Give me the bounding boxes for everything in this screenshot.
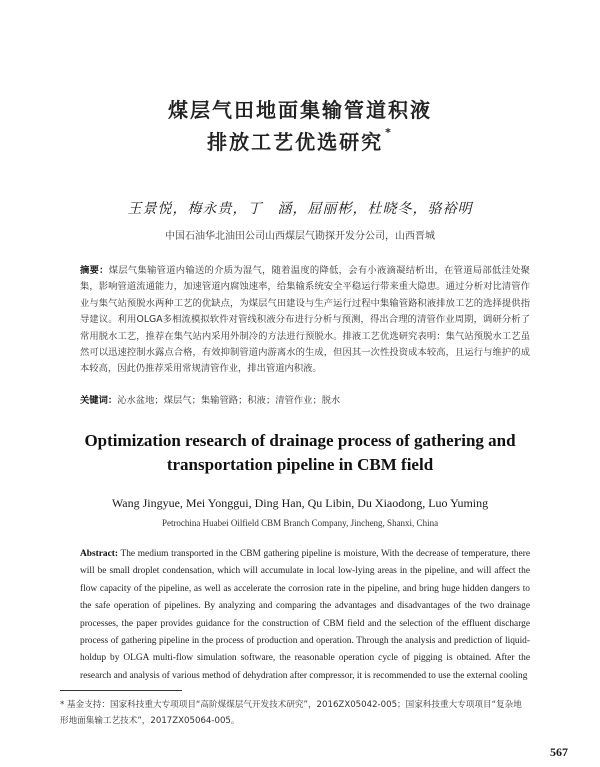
paper-title-en-line2: transportation pipeline in CBM field	[166, 455, 434, 474]
footnote: * 基金支持：国家科技重大专项项目“高阶煤煤层气开发技术研究”，2016ZX05042-005；国家科技重大专项项目“复杂地形地面集输工艺技术”，2017ZX05064-005。	[60, 700, 522, 726]
authors-en: Wang Jingyue, Mei Yonggui, Ding Han, Qu Libin, Du Xiaodong, Luo Yuming	[111, 496, 489, 510]
keywords-cn-label: 关键词：	[80, 395, 118, 406]
authors-cn: 王景悦，梅永贵，丁 涵，屈丽彬，杜晓冬，骆裕明	[127, 201, 473, 217]
keywords-cn	[80, 392, 530, 406]
abstract-cn	[80, 263, 530, 378]
affiliation-cn: 中国石油华北油田公司山西煤层气勘探开发分公司，山西晋城	[165, 231, 435, 242]
abstract-en-label: Abstract:	[80, 549, 119, 559]
abstract-en-text: The medium transported in the CBM gathering pipeline is moisture, With the decrease of temperature, there will be small droplet condensation, which will accumulate in local low-lying areas in the pipeline, and will affect the flow capacity of the pipeline, as well as accelerate the corrosion rate in the pipeline, and bring huge hidden dangers to the safe operation of pipelines. By analyzing and comparing the advantages and disadvantages of the two drainage processes, the paper provides guidance for the construction of CBM field and the selection of the effluent discharge process of gathering pipeline in the process of production and operation. Through the analysis and prediction of liquid-holdup by OLGA multi-flow simulation software, the reasonable operation cycle of pigging is obtained. After the research and analysis of various method of dehydration after compressor, it is recommended to use the external cooling	[80, 549, 530, 681]
keywords-cn-text: 沁水盆地；煤层气；集输管路；积液；清管作业；脱水	[117, 395, 341, 406]
abstract-cn-text: 煤层气集输管道内输送的介质为湿气，随着温度的降低，会有小液滴凝结析出，在管道局部低洼处聚集，影响管道流通能力，加速管道内腐蚀速率，给集输系统安全平稳运行带来重大隐患。通过分析对比清管作业与集气站预脱水两种工艺的优缺点，为煤层气田建设与生产运行过程中集输管路积液排放工艺的选择提供指导建议。利用OLGA多相流模拟软件对管线积液分布进行分析与预测，得出合理的清管作业周期，调研分析了常用脱水工艺，推荐在集气站内采用外制冷的方法进行预脱水。排液工艺优选研究表明：集气站预脱水工艺虽然可以迅速控制水露点合格，有效抑制管道内游离水的生成，但因其一次性投资成本较高，且运行与维护的成本较高，因此仍推荐采用常规清管作业，排出管道内积液。	[80, 265, 530, 375]
abstract-en	[80, 546, 530, 685]
paper-title-cn-line1: 煤层气田地面集输管道积液	[168, 98, 432, 122]
page-number: 567	[550, 745, 568, 759]
footnote-marker: *	[385, 126, 393, 139]
paper-title-cn-line2	[0, 126, 600, 155]
abstract-cn-label: 摘要：	[80, 265, 109, 276]
affiliation-en: Petrochina Huabei Oilfield CBM Branch Company, Jincheng, Shanxi, China	[161, 518, 439, 528]
footnote-rule	[60, 690, 182, 691]
paper-title-en-line1: Optimization research of drainage process of gathering and	[84, 431, 516, 450]
paper-title-cn-line2-text: 排放工艺优选研究	[207, 130, 384, 154]
